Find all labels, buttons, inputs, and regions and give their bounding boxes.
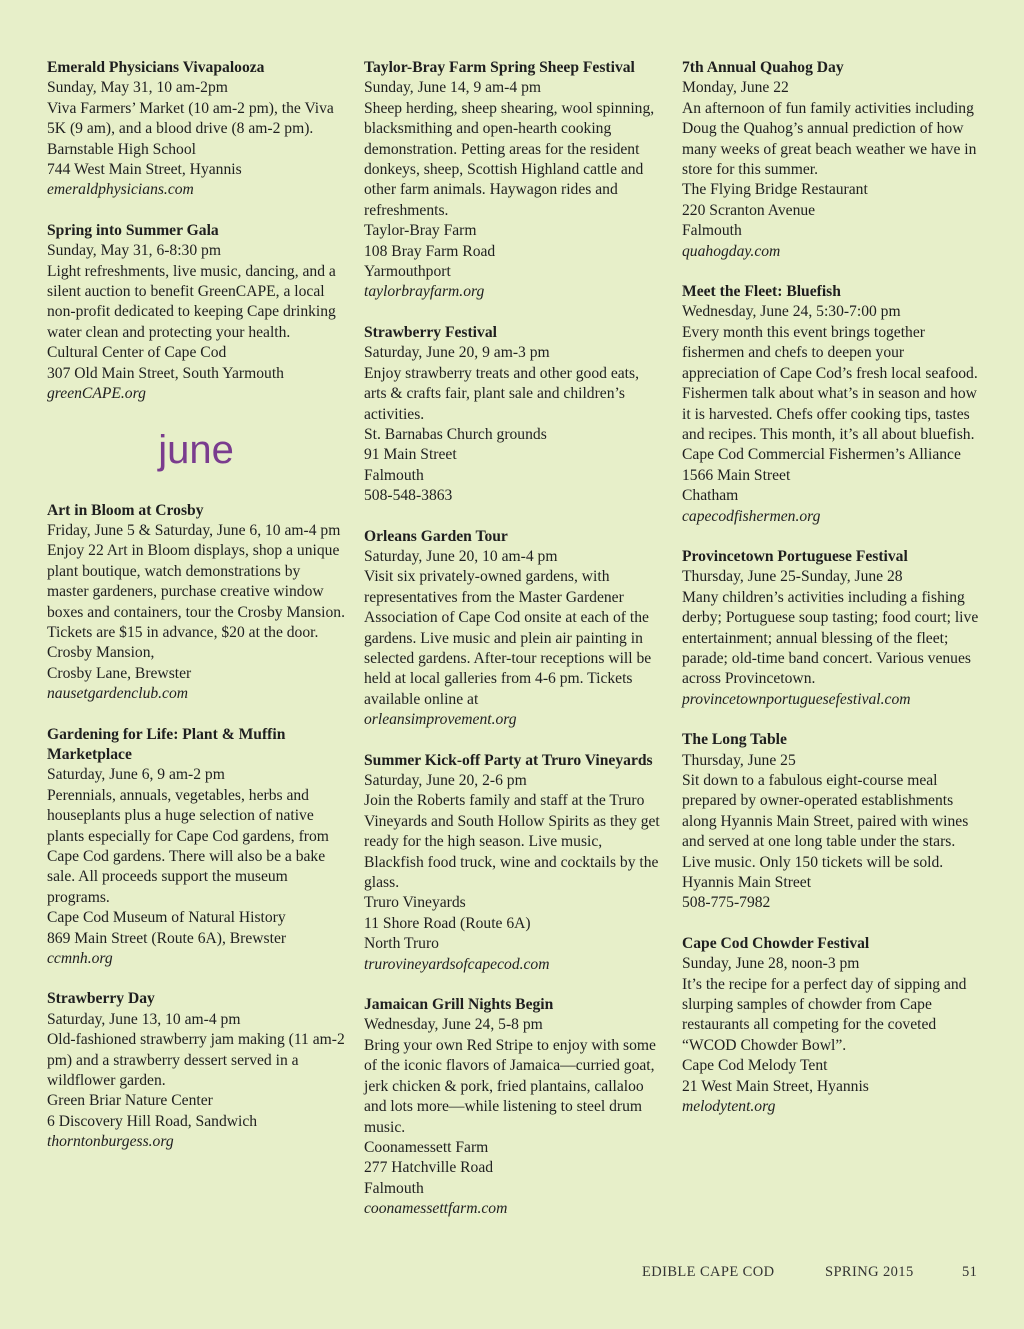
event-website-link[interactable]: coonamessettfarm.com: [364, 1200, 508, 1218]
event-description: Every month this event brings together fishermen and chefs to deepen your appreciation of Cape Cod’s fresh local seafood. Fishermen talk about what’s in season and how it is harvested. Chefs offer cooking tips, tastes and recipes. This month, it’s all about bluefish.: [682, 323, 978, 443]
event-entry: [682, 282, 982, 527]
event-address: 307 Old Main Street, South Yarmouth: [47, 364, 284, 382]
event-date: Sunday, May 31, 10 am-2pm: [47, 79, 228, 97]
event-venue: Cape Cod Commercial Fishermen’s Alliance: [682, 446, 961, 464]
event-description: Old-fashioned strawberry jam making (11 am-2 pm) and a strawberry dessert served in a wildflower garden.: [47, 1031, 345, 1090]
column-left: [47, 58, 345, 1173]
event-description: Bring your own Red Stripe to enjoy with some of the iconic flavors of Jamaica—curried goat, jerk chicken & pork, fried plantains, callaloo and lots more—while listening to steel drum music.: [364, 1036, 656, 1136]
event-venue: Crosby Mansion,: [47, 644, 155, 662]
event-entry: [364, 751, 664, 975]
event-address: 11 Shore Road (Route 6A): [364, 914, 531, 932]
event-town: North Truro: [364, 935, 439, 953]
event-title: Meet the Fleet: Bluefish: [682, 283, 841, 301]
issue-label: SPRING 2015: [825, 1264, 914, 1280]
event-entry: [47, 725, 345, 970]
event-title: 7th Annual Quahog Day: [682, 59, 844, 76]
month-heading: june: [158, 427, 234, 472]
event-entry: [682, 58, 982, 262]
event-title: Orleans Garden Tour: [364, 527, 508, 545]
event-description: Sheep herding, sheep shearing, wool spinning, blacksmithing and open-hearth cooking demonstration. Petting areas for the resident donkeys, sheep, Scottish Highland cattle and other farm animals. Haywagon rides and refreshments.: [364, 99, 655, 219]
event-date: Sunday, June 14, 9 am-4 pm: [364, 79, 541, 97]
event-entry: [364, 527, 664, 731]
event-phone: 508-548-3863: [364, 487, 453, 505]
event-website-link[interactable]: thorntonburgess.org: [47, 1133, 174, 1151]
event-town: Falmouth: [364, 466, 424, 484]
event-date: Monday, June 22: [682, 79, 789, 97]
event-entry: [364, 323, 664, 507]
event-website-link[interactable]: melodytent.org: [682, 1098, 776, 1116]
event-entry: [47, 501, 345, 705]
event-description: Viva Farmers’ Market (10 am-2 pm), the Viva 5K (9 am), and a blood drive (8 am-2 pm).: [47, 99, 334, 138]
event-address: 744 West Main Street, Hyannis: [47, 161, 242, 179]
event-date: Thursday, June 25: [682, 751, 796, 769]
column-middle: [364, 58, 664, 1240]
event-entry: [682, 547, 982, 710]
event-description: It’s the recipe for a perfect day of sipping and slurping samples of chowder from Cape restaurants all competing for the coveted “WCOD Chowder Bowl”.: [682, 975, 967, 1054]
event-title: Spring into Summer Gala: [47, 221, 219, 239]
event-address: 6 Discovery Hill Road, Sandwich: [47, 1112, 258, 1130]
event-date: Saturday, June 20, 2-6 pm: [364, 772, 527, 789]
event-venue: Cultural Center of Cape Cod: [47, 344, 227, 362]
event-title: Art in Bloom at Crosby: [47, 501, 204, 519]
event-website-link[interactable]: quahogday.com: [682, 242, 781, 260]
event-title: Summer Kick-off Party at Truro Vineyards: [364, 751, 653, 769]
event-venue: Hyannis Main Street: [682, 874, 812, 892]
event-address: 21 West Main Street, Hyannis: [682, 1077, 869, 1095]
event-description: Enjoy strawberry treats and other good eats, arts & crafts fair, plant sale and children’s activities.: [364, 364, 639, 423]
event-title: The Long Table: [682, 731, 787, 749]
event-address: Crosby Lane, Brewster: [47, 664, 192, 682]
event-venue: Truro Vineyards: [364, 894, 466, 912]
event-website-link[interactable]: greenCAPE.org: [47, 385, 146, 403]
event-description: Visit six privately-owned gardens, with representatives from the Master Gardener Association of Cape Cod onsite at each of the gardens. Live music and plein air painting in selected gardens. After-tour receptions will be held at local galleries from 4-6 pm. Tickets available online at: [364, 568, 652, 708]
event-entry: [364, 58, 664, 303]
event-description: Sit down to a fabulous eight-course meal prepared by owner-operated establishments along Hyannis Main Street, paired with wines and served at one long table under the stars. Live music. Only 150 tickets will be sold.: [682, 772, 969, 871]
event-date: Wednesday, June 24, 5-8 pm: [364, 1016, 543, 1034]
event-title: Provincetown Portuguese Festival: [682, 547, 908, 565]
event-entry: [47, 221, 345, 405]
event-date: Saturday, June 20, 10 am-4 pm: [364, 547, 558, 565]
event-venue: The Flying Bridge Restaurant: [682, 181, 868, 199]
event-venue: Coonamessett Farm: [364, 1138, 489, 1156]
event-address: 220 Scranton Avenue: [682, 201, 816, 219]
event-description: Join the Roberts family and staff at the Truro Vineyards and South Hollow Spirits as they get ready for the high season. Live music, Blackfish food truck, wine and cocktails by the glass.: [364, 792, 660, 892]
event-entry: [47, 989, 345, 1152]
event-entry: [682, 934, 982, 1118]
magazine-name: EDIBLE CAPE COD: [642, 1264, 775, 1280]
event-date: Sunday, May 31, 6-8:30 pm: [47, 242, 221, 260]
event-description: Many children’s activities including a fishing derby; Portuguese soup tasting; food court; live entertainment; annual blessing of the fleet; parade; old-time band concert. Various venues across Provincetown.: [682, 588, 979, 688]
event-description: An afternoon of fun family activities including Doug the Quahog’s annual prediction of how many weeks of great beach weather we have in store for this summer.: [682, 99, 977, 179]
event-title: Jamaican Grill Nights Begin: [364, 996, 554, 1014]
event-website-link[interactable]: nausetgardenclub.com: [47, 685, 189, 703]
event-town: Chatham: [682, 487, 739, 505]
event-address: 108 Bray Farm Road: [364, 242, 496, 260]
event-title: Strawberry Day: [47, 990, 155, 1008]
event-website-link[interactable]: taylorbrayfarm.org: [364, 283, 485, 301]
event-phone: 508-775-7982: [682, 894, 771, 912]
event-venue: Taylor-Bray Farm: [364, 222, 477, 240]
page-footer: [0, 1264, 1024, 1286]
event-venue: Cape Cod Melody Tent: [682, 1057, 828, 1075]
event-date: Saturday, June 6, 9 am-2 pm: [47, 766, 225, 784]
event-address: 1566 Main Street: [682, 466, 791, 484]
event-venue: Green Briar Nature Center: [47, 1092, 213, 1110]
event-title: Strawberry Festival: [364, 323, 497, 341]
event-title: Emerald Physicians Vivapalooza: [47, 59, 265, 76]
event-entry: [364, 995, 664, 1219]
event-town: Falmouth: [682, 222, 742, 240]
event-town: Falmouth: [364, 1179, 424, 1197]
event-description: Light refreshments, live music, dancing, and a silent auction to benefit GreenCAPE, a local non-profit dedicated to keeping Cape drinking water clean and protecting your health.: [47, 262, 336, 341]
event-venue: St. Barnabas Church grounds: [364, 425, 547, 443]
event-venue: Barnstable High School: [47, 140, 196, 158]
event-website-link[interactable]: orleansimprovement.org: [364, 711, 517, 729]
event-address: 91 Main Street: [364, 446, 457, 464]
event-date: Wednesday, June 24, 5:30-7:00 pm: [682, 303, 901, 321]
event-entry: [47, 58, 345, 201]
page-number: 51: [962, 1264, 978, 1280]
event-date: Saturday, June 13, 10 am-4 pm: [47, 1010, 241, 1028]
event-description: Enjoy 22 Art in Bloom displays, shop a unique plant boutique, watch demonstrations by master gardeners, purchase creative window boxes and containers, tour the Crosby Mansion. Tickets are $15 in advance, $20 at the door.: [47, 542, 345, 641]
event-website-link[interactable]: ccmnh.org: [47, 950, 113, 968]
event-website-link[interactable]: provincetownportuguesefestival.com: [682, 690, 911, 708]
event-address: 869 Main Street (Route 6A), Brewster: [47, 929, 287, 947]
event-date: Sunday, June 28, noon-3 pm: [682, 955, 860, 973]
event-description: Perennials, annuals, vegetables, herbs and houseplants plus a huge selection of native plants especially for Cape Cod gardens, from Cape Cod gardens. There will also be a bake sale. All proceeds support the museum programs.: [47, 786, 329, 906]
event-address: 277 Hatchville Road: [364, 1159, 494, 1177]
event-entry: [682, 730, 982, 914]
event-date: Friday, June 5 & Saturday, June 6, 10 am-4 pm: [47, 521, 341, 539]
event-date: Saturday, June 20, 9 am-3 pm: [364, 344, 550, 362]
event-website-link[interactable]: trurovineyardsofcapecod.com: [364, 955, 550, 973]
event-town: Yarmouthport: [364, 263, 451, 281]
event-website-link[interactable]: emeraldphysicians.com: [47, 181, 194, 199]
event-date: Thursday, June 25-Sunday, June 28: [682, 568, 903, 586]
event-title: Taylor-Bray Farm Spring Sheep Festival: [364, 59, 635, 76]
event-title: Gardening for Life: Plant & Muffin Marketplace: [47, 725, 286, 763]
event-website-link[interactable]: capecodfishermen.org: [682, 507, 821, 525]
event-title: Cape Cod Chowder Festival: [682, 934, 870, 952]
event-venue: Cape Cod Museum of Natural History: [47, 909, 286, 927]
column-right: [682, 58, 982, 1138]
